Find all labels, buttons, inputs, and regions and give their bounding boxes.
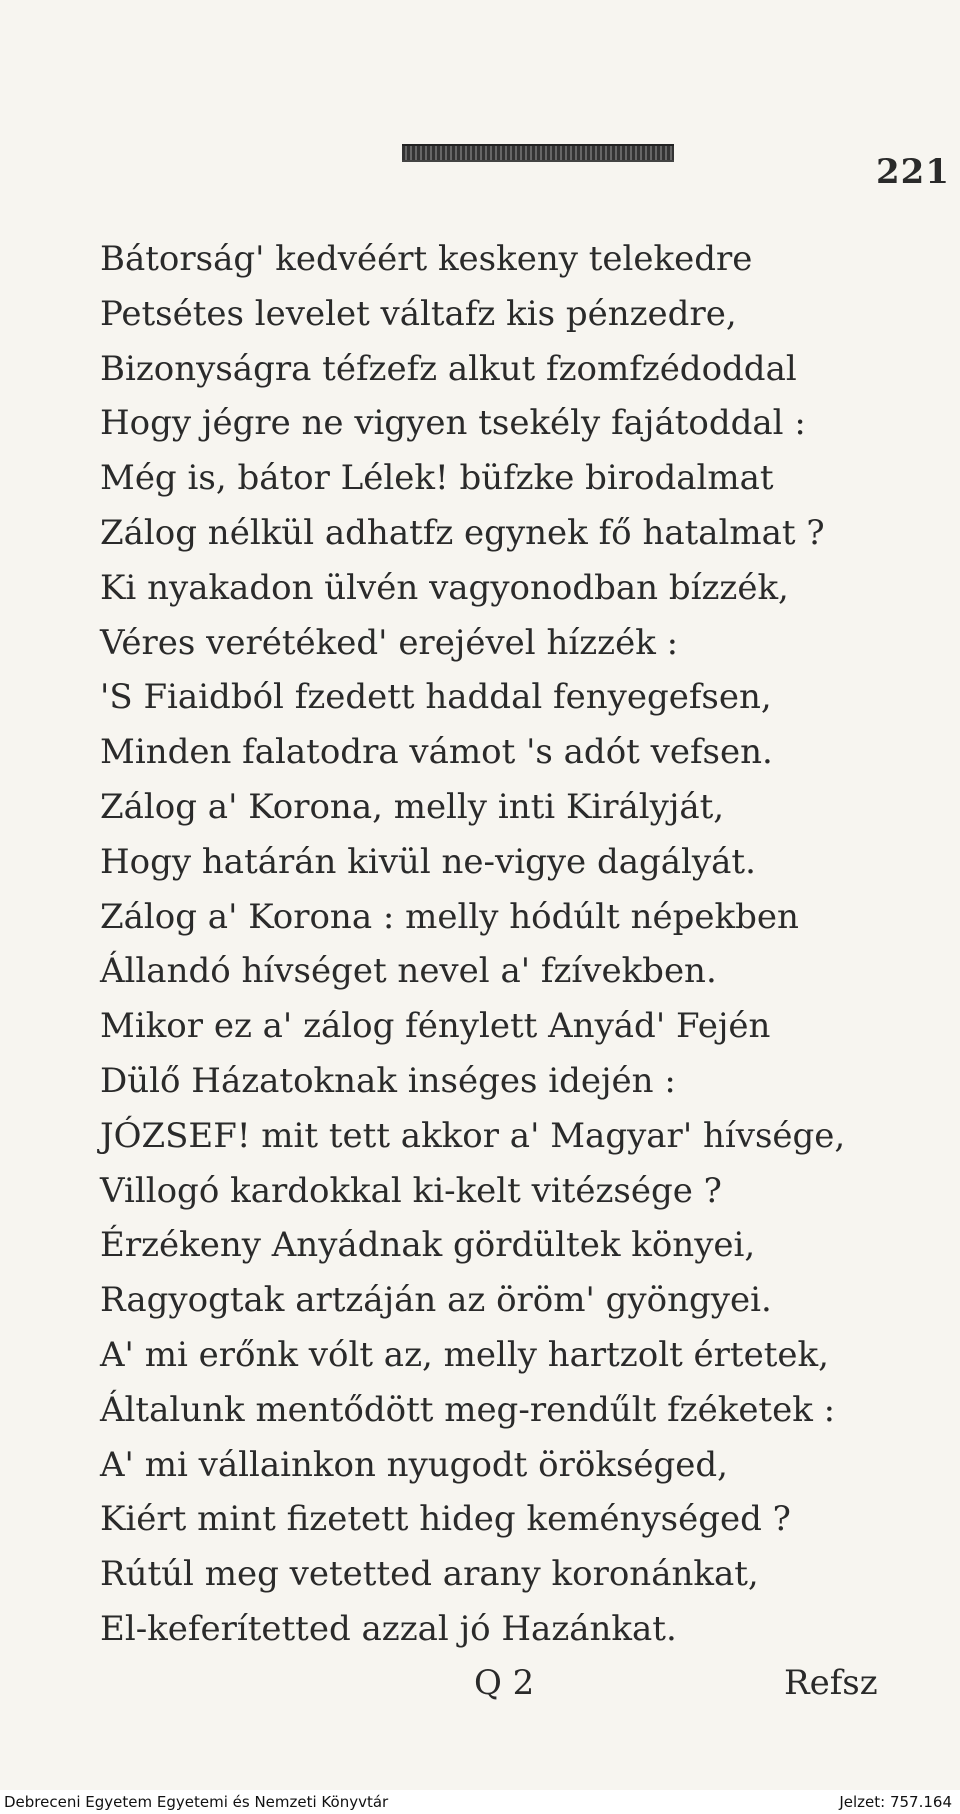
poem-line: Bátorság' kedvéért keskeny telekedre: [100, 239, 753, 279]
library-name: Debreceni Egyetem Egyetemi és Nemzeti Könyvtár: [4, 1793, 389, 1811]
signature-mark: Q 2: [474, 1663, 535, 1703]
poem-text: [100, 232, 900, 1657]
poem-line: Bizonyságra téfzefz alkut fzomfzédoddal: [100, 348, 797, 389]
poem-line: Hogy jégre ne vigyen tsekély fajátoddal :: [100, 403, 806, 444]
library-footer: [0, 1790, 960, 1814]
poem-line: Minden falatodra vámot 's adót vefsen.: [100, 732, 773, 773]
poem-line: Hogy határán kivül ne-vigye dagályát.: [100, 841, 756, 882]
catchword: Refsz: [784, 1663, 878, 1703]
poem-line: Rútúl meg vetetted arany koronánkat,: [100, 1554, 759, 1595]
poem-line: Ki nyakadon ülvén vagyonodban bízzék,: [100, 567, 789, 608]
poem-line: Petsétes levelet váltafz kis pénzedre,: [100, 293, 737, 334]
poem-line: Villogó kardokkal ki-kelt vitézsége ?: [100, 1170, 722, 1211]
poem-line: Állandó hívséget nevel a' fzívekben.: [100, 951, 717, 992]
page-number: 221: [876, 152, 950, 192]
poem-line: Még is, bátor Lélek! büfzke birodalmat: [100, 458, 774, 499]
poem-line: A' mi vállainkon nyugodt örökséged,: [100, 1444, 728, 1485]
poem-line: JÓZSEF! mit tett akkor a' Magyar' hívsége,: [100, 1115, 846, 1156]
poem-line: Ragyogtak artzáján az öröm' gyöngyei.: [100, 1280, 772, 1321]
poem-line: A' mi erőnk vólt az, melly hartzolt értetek,: [100, 1334, 829, 1375]
poem-line: Zálog a' Korona : melly hódúlt népekben: [100, 896, 799, 937]
poem-line: Véres verétéked' erejével hízzék :: [100, 622, 679, 663]
poem-line: El-keferítetted azzal jó Hazánkat.: [100, 1608, 677, 1649]
poem-line: Mikor ez a' zálog fénylett Anyád' Fején: [100, 1006, 771, 1047]
poem-line: Érzékeny Anyádnak gördültek könyei,: [100, 1225, 756, 1266]
poem-line: 'S Fiaidból fzedett haddal fenyegefsen,: [100, 677, 772, 718]
poem-line: Dülő Házatoknak inséges idején :: [100, 1060, 676, 1101]
shelfmark: Jelzet: 757.164: [839, 1793, 952, 1811]
poem-line: Zálog a' Korona, melly inti Királyját,: [100, 786, 725, 827]
poem-line: Kiért mint fizetett hideg keménységed ?: [100, 1499, 791, 1540]
poem-line: Zálog nélkül adhatfz egynek fő hatalmat ?: [100, 512, 825, 553]
header-ornament-rule: [402, 144, 674, 162]
poem-line: Általunk mentődött meg-rendűlt fzéketek :: [100, 1389, 836, 1430]
